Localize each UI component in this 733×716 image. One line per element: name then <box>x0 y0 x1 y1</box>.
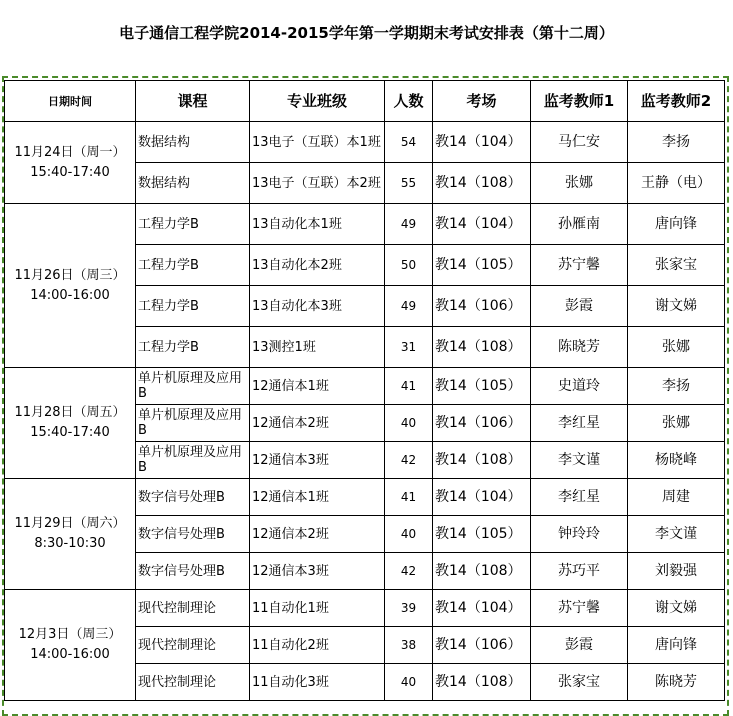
header-count[interactable]: 人数 <box>385 81 433 122</box>
exam-time: 14:00-16:00 <box>30 647 110 662</box>
count-cell[interactable]: 42 <box>385 553 433 590</box>
count-cell[interactable]: 40 <box>385 516 433 553</box>
course-cell[interactable]: 数据结构 <box>136 122 250 163</box>
class-cell[interactable]: 13电子（互联）本2班 <box>250 163 385 204</box>
course-cell[interactable]: 数据结构 <box>136 163 250 204</box>
date-time-cell[interactable] <box>5 590 136 701</box>
room-cell[interactable]: 教14（108） <box>433 664 531 701</box>
count-cell[interactable]: 39 <box>385 590 433 627</box>
teacher1-cell[interactable]: 张娜 <box>531 163 628 204</box>
table-row <box>5 368 725 405</box>
teacher2-cell[interactable]: 张娜 <box>628 327 725 368</box>
room-cell[interactable]: 教14（105） <box>433 516 531 553</box>
date-time-cell[interactable] <box>5 122 136 204</box>
class-cell[interactable]: 13电子（互联）本1班 <box>250 122 385 163</box>
course-cell[interactable]: 单片机原理及应用B <box>136 405 250 442</box>
room-cell[interactable]: 教14（104） <box>433 590 531 627</box>
teacher2-cell[interactable]: 杨晓峰 <box>628 442 725 479</box>
teacher1-cell[interactable]: 钟玲玲 <box>531 516 628 553</box>
exam-time: 15:40-17:40 <box>30 425 110 440</box>
teacher1-cell[interactable]: 马仁安 <box>531 122 628 163</box>
count-cell[interactable]: 40 <box>385 405 433 442</box>
teacher1-cell[interactable]: 李红星 <box>531 479 628 516</box>
count-cell[interactable]: 50 <box>385 245 433 286</box>
header-teacher2[interactable]: 监考教师2 <box>628 81 725 122</box>
room-cell[interactable]: 教14（106） <box>433 286 531 327</box>
course-cell[interactable]: 数字信号处理B <box>136 516 250 553</box>
course-cell[interactable]: 现代控制理论 <box>136 590 250 627</box>
date-time-cell[interactable] <box>5 368 136 479</box>
room-cell[interactable]: 教14（108） <box>433 327 531 368</box>
room-cell[interactable]: 教14（104） <box>433 479 531 516</box>
course-cell[interactable]: 现代控制理论 <box>136 664 250 701</box>
class-cell[interactable]: 13自动化本1班 <box>250 204 385 245</box>
teacher2-cell[interactable]: 唐向锋 <box>628 627 725 664</box>
header-date[interactable]: 日期时间 <box>5 81 136 122</box>
teacher2-cell[interactable]: 张娜 <box>628 405 725 442</box>
count-cell[interactable]: 55 <box>385 163 433 204</box>
class-cell[interactable]: 11自动化2班 <box>250 627 385 664</box>
exam-date: 11月29日（周六） <box>14 516 126 531</box>
exam-date: 12月3日（周三） <box>18 627 122 642</box>
header-course[interactable]: 课程 <box>136 81 250 122</box>
class-cell[interactable]: 12通信本3班 <box>250 553 385 590</box>
header-class[interactable]: 专业班级 <box>250 81 385 122</box>
date-time-cell[interactable] <box>5 479 136 590</box>
teacher2-cell[interactable]: 李扬 <box>628 368 725 405</box>
table-row <box>5 590 725 627</box>
class-cell[interactable]: 13自动化本2班 <box>250 245 385 286</box>
class-cell[interactable]: 13测控1班 <box>250 327 385 368</box>
exam-time: 8:30-10:30 <box>34 536 106 551</box>
class-cell[interactable]: 12通信本2班 <box>250 405 385 442</box>
room-cell[interactable]: 教14（108） <box>433 553 531 590</box>
teacher1-cell[interactable]: 陈晓芳 <box>531 327 628 368</box>
sheet-title: 电子通信工程学院2014-2015学年第一学期期末考试安排表（第十二周） <box>119 24 614 42</box>
teacher2-cell[interactable]: 谢文娣 <box>628 286 725 327</box>
teacher2-cell[interactable]: 张家宝 <box>628 245 725 286</box>
table-row <box>5 204 725 245</box>
teacher1-cell[interactable]: 李红星 <box>531 405 628 442</box>
room-cell[interactable]: 教14（105） <box>433 368 531 405</box>
teacher1-cell[interactable]: 彭霞 <box>531 286 628 327</box>
room-cell[interactable]: 教14（104） <box>433 122 531 163</box>
room-cell[interactable]: 教14（105） <box>433 245 531 286</box>
count-cell[interactable]: 41 <box>385 479 433 516</box>
count-cell[interactable]: 41 <box>385 368 433 405</box>
exam-time: 14:00-16:00 <box>30 287 110 303</box>
count-cell[interactable]: 49 <box>385 286 433 327</box>
count-cell[interactable]: 54 <box>385 122 433 163</box>
count-cell[interactable]: 38 <box>385 627 433 664</box>
teacher2-cell[interactable]: 唐向锋 <box>628 204 725 245</box>
teacher2-cell[interactable]: 李文谨 <box>628 516 725 553</box>
teacher1-cell[interactable]: 苏宁馨 <box>531 590 628 627</box>
course-cell[interactable]: 单片机原理及应用B <box>136 442 250 479</box>
header-room[interactable]: 考场 <box>433 81 531 122</box>
table-row <box>5 479 725 516</box>
course-cell[interactable]: 单片机原理及应用B <box>136 368 250 405</box>
exam-time: 15:40-17:40 <box>30 164 110 180</box>
teacher1-cell[interactable]: 史道玲 <box>531 368 628 405</box>
teacher1-cell[interactable]: 苏宁馨 <box>531 245 628 286</box>
teacher1-cell[interactable]: 苏巧平 <box>531 553 628 590</box>
count-cell[interactable]: 49 <box>385 204 433 245</box>
teacher1-cell[interactable]: 张家宝 <box>531 664 628 701</box>
teacher2-cell[interactable]: 谢文娣 <box>628 590 725 627</box>
teacher1-cell[interactable]: 孙雁南 <box>531 204 628 245</box>
teacher1-cell[interactable]: 李文谨 <box>531 442 628 479</box>
room-cell[interactable]: 教14（106） <box>433 627 531 664</box>
exam-date: 11月26日（周三） <box>14 267 126 283</box>
count-cell[interactable]: 42 <box>385 442 433 479</box>
class-cell[interactable]: 11自动化1班 <box>250 590 385 627</box>
class-cell[interactable]: 12通信本1班 <box>250 479 385 516</box>
room-cell[interactable]: 教14（108） <box>433 442 531 479</box>
course-cell[interactable]: 数字信号处理B <box>136 553 250 590</box>
date-time-cell[interactable] <box>5 204 136 368</box>
exam-date: 11月24日（周一） <box>14 144 126 160</box>
teacher2-cell[interactable]: 周建 <box>628 479 725 516</box>
course-cell[interactable]: 工程力学B <box>136 245 250 286</box>
exam-schedule-table <box>4 80 725 701</box>
course-cell[interactable]: 数字信号处理B <box>136 479 250 516</box>
course-cell[interactable]: 工程力学B <box>136 286 250 327</box>
teacher1-cell[interactable]: 彭霞 <box>531 627 628 664</box>
count-cell[interactable]: 40 <box>385 664 433 701</box>
course-cell[interactable]: 现代控制理论 <box>136 627 250 664</box>
teacher2-cell[interactable]: 刘毅强 <box>628 553 725 590</box>
header-row <box>5 81 725 122</box>
exam-date: 11月28日（周五） <box>14 405 126 420</box>
teacher2-cell[interactable]: 王静（电） <box>628 163 725 204</box>
table-row <box>5 122 725 163</box>
class-cell[interactable]: 12通信本2班 <box>250 516 385 553</box>
header-teacher1[interactable]: 监考教师1 <box>531 81 628 122</box>
teacher2-cell[interactable]: 李扬 <box>628 122 725 163</box>
count-cell[interactable]: 31 <box>385 327 433 368</box>
room-cell[interactable]: 教14（104） <box>433 204 531 245</box>
course-cell[interactable]: 工程力学B <box>136 204 250 245</box>
teacher2-cell[interactable]: 陈晓芳 <box>628 664 725 701</box>
class-cell[interactable]: 13自动化本3班 <box>250 286 385 327</box>
class-cell[interactable]: 12通信本3班 <box>250 442 385 479</box>
class-cell[interactable]: 11自动化3班 <box>250 664 385 701</box>
room-cell[interactable]: 教14（108） <box>433 163 531 204</box>
room-cell[interactable]: 教14（106） <box>433 405 531 442</box>
class-cell[interactable]: 12通信本1班 <box>250 368 385 405</box>
course-cell[interactable]: 工程力学B <box>136 327 250 368</box>
